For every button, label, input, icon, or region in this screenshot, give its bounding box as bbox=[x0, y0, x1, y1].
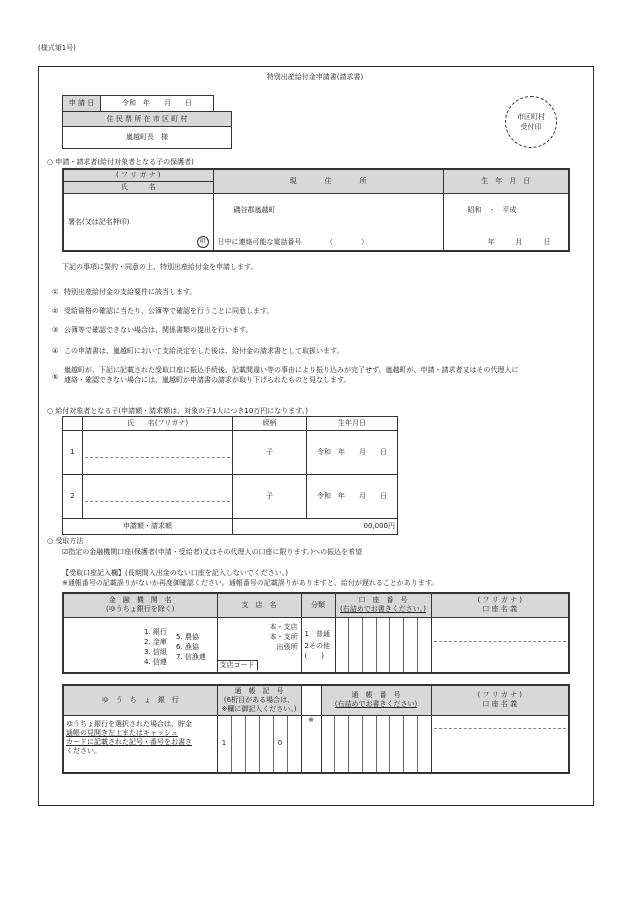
row-no: 2 bbox=[63, 475, 83, 519]
addressee: 嵐越町長 様 bbox=[63, 127, 232, 149]
yucho-symbol-field[interactable]: 1 0 bbox=[217, 715, 301, 773]
item-5: 嵐越町が、下記に記載された受取口座に振込手続後、記載間違い等の事由により振り込みが完了せず、嵐越町が、申請・請求者又はその代理人に bbox=[64, 366, 519, 374]
applicant-table bbox=[62, 168, 570, 252]
child-rel-header: 続柄 bbox=[233, 417, 307, 431]
form-title: 特別出産給付金申請書(請求書) bbox=[266, 73, 364, 81]
account-number-header: 口 座 番 号 (右詰めでお書きください。) bbox=[335, 593, 431, 617]
holder-header: ( フ リ ガ ナ ) 口 座 名 義 bbox=[431, 593, 569, 617]
name-label: 氏 名 bbox=[63, 181, 213, 193]
name-field[interactable] bbox=[63, 193, 213, 251]
residence-label: 住 民 票 所 在 市 区 町 村 bbox=[63, 112, 232, 127]
table-row bbox=[63, 475, 398, 519]
child-birth-header: 生年月日 bbox=[307, 417, 398, 431]
address-label: 現 住 所 bbox=[213, 169, 443, 193]
child-name-field[interactable] bbox=[83, 475, 233, 519]
yucho-number-field[interactable] bbox=[321, 715, 431, 773]
children-heading: ○ 給付対象者となる子(申請額・請求額は、対象の子1人につき10万円になります。) bbox=[47, 407, 308, 415]
item-5-cont: 連絡・確認できない場合には、嵐越町が申請書の請求が取り下げられたものと見なします。 bbox=[64, 376, 351, 384]
account-note: ※通帳番号の記載誤りがないか再度御確認ください。通帳番号の記載誤りがありますと、給付が遅れることがあります。 bbox=[62, 579, 439, 587]
date-field[interactable]: 令和 年 月 日 bbox=[101, 96, 214, 112]
child-rel: 子 bbox=[233, 431, 307, 475]
address-field[interactable] bbox=[213, 193, 443, 251]
receipt-heading: ○ 受取方法 bbox=[47, 537, 84, 545]
yucho-holder-header: ( フ リ ガ ナ ) 口 座 名 義 bbox=[431, 685, 569, 715]
pledge: 下記の事項に誓約・同意の上、特別出産給付金を申請します。 bbox=[62, 263, 258, 271]
table-row bbox=[63, 431, 398, 475]
era-options: 昭和 ・ 平成 bbox=[467, 205, 517, 214]
yucho-title: ゆ う ち ょ 銀 行 bbox=[63, 685, 217, 715]
birth-field[interactable] bbox=[443, 193, 569, 251]
total-label: 申請額・請求額 bbox=[63, 519, 233, 535]
birth-ymd: 年 月 日 bbox=[487, 237, 551, 246]
child-name-field[interactable] bbox=[83, 431, 233, 475]
phone-label: 日中に連絡可能な電話番号 （ ） bbox=[217, 237, 368, 246]
seal-icon: 印 bbox=[197, 236, 209, 248]
bank-table bbox=[62, 592, 570, 674]
item-4-no: ④ bbox=[52, 347, 59, 355]
branch-field[interactable]: 本・支店 本・支所 出張所 支店コード bbox=[217, 617, 301, 673]
branch-code-label: 支店コード bbox=[218, 660, 258, 670]
bank-type-field[interactable]: 1. 銀行 2. 金庫 3. 信組 4. 信連 5. 農協 6. 漁協 7. 信漁連 bbox=[63, 617, 217, 673]
children-table bbox=[62, 416, 398, 535]
holder-field[interactable] bbox=[431, 617, 569, 673]
yucho-desc: ゆうちょ銀行を選択された場合は、貯金 通帳の見開き左上またはキャッシュ カードに記載された記号・番号をお書き ください。 bbox=[63, 715, 217, 773]
receipt-stamp: 市区町村 受付印 bbox=[505, 96, 557, 148]
type-header: 分類 bbox=[301, 593, 335, 617]
date-table bbox=[62, 95, 214, 112]
item-1-no: ① bbox=[52, 288, 59, 296]
item-5-no: ⑤ bbox=[52, 373, 59, 381]
residence-table bbox=[62, 111, 232, 149]
item-3-no: ③ bbox=[52, 326, 59, 334]
yucho-symbol-header: 通 帳 記 号 (6桁目がある場合は、 ※欄に御記入ください。) bbox=[217, 685, 301, 715]
yucho-table bbox=[62, 684, 570, 774]
bank-name-header: 金 融 機 関 名 (ゆうちょ銀行を除く) bbox=[63, 593, 217, 617]
branch-header: 支 店 名 bbox=[217, 593, 301, 617]
applicant-heading: ○ 申請・請求者(給付対象者となる子の保護者) bbox=[47, 158, 194, 166]
sign-label: 署名(又は記名押印) bbox=[68, 217, 130, 226]
date-label: 申 請 日 bbox=[63, 96, 101, 112]
yucho-holder-field[interactable] bbox=[431, 715, 569, 773]
yucho-mark[interactable]: ※ bbox=[301, 715, 321, 773]
yucho-number-header: 通 帳 番 号 (右詰めでお書きください) bbox=[321, 685, 431, 715]
account-entry-title: 【受取口座記入欄】(長期間入出金のない口座を記入しないでください。) bbox=[62, 569, 288, 577]
child-name-header: 氏 名(フリガナ) bbox=[83, 417, 233, 431]
item-3: 公簿等で確認できない場合は、関係書類の提出を行います。 bbox=[64, 326, 253, 334]
child-birth-field[interactable]: 令和 年 月 日 bbox=[307, 475, 398, 519]
form-number: (様式第1号) bbox=[38, 44, 76, 52]
account-type-field[interactable]: 1 普通 2その他 ( ) bbox=[301, 617, 335, 673]
item-1: 特別出産給付金の支給要件に該当します。 bbox=[64, 288, 197, 296]
item-4: この申請書は、嵐越町において支給決定をした後は、給付金の請求書として取扱います。 bbox=[64, 347, 344, 355]
row-no: 1 bbox=[63, 431, 83, 475]
item-2-no: ② bbox=[52, 307, 59, 315]
item-2: 受給資格の確認に当たり、公簿等で確認を行うことに同意します。 bbox=[64, 307, 274, 315]
total-value: 00,000円 bbox=[233, 519, 398, 535]
receipt-desc: ☑指定の金融機関口座(保護者(申請・受給者)又はその代理人の口座に限ります。)への振込を希望 bbox=[62, 548, 363, 556]
child-birth-field[interactable]: 令和 年 月 日 bbox=[307, 431, 398, 475]
birth-label: 生 年 月 日 bbox=[443, 169, 569, 193]
child-rel: 子 bbox=[233, 475, 307, 519]
town-name: 磯谷郡嵐越町 bbox=[233, 205, 276, 214]
account-number-field[interactable] bbox=[335, 617, 431, 673]
furigana-label: ( フ リ ガ ナ ) bbox=[63, 169, 213, 181]
